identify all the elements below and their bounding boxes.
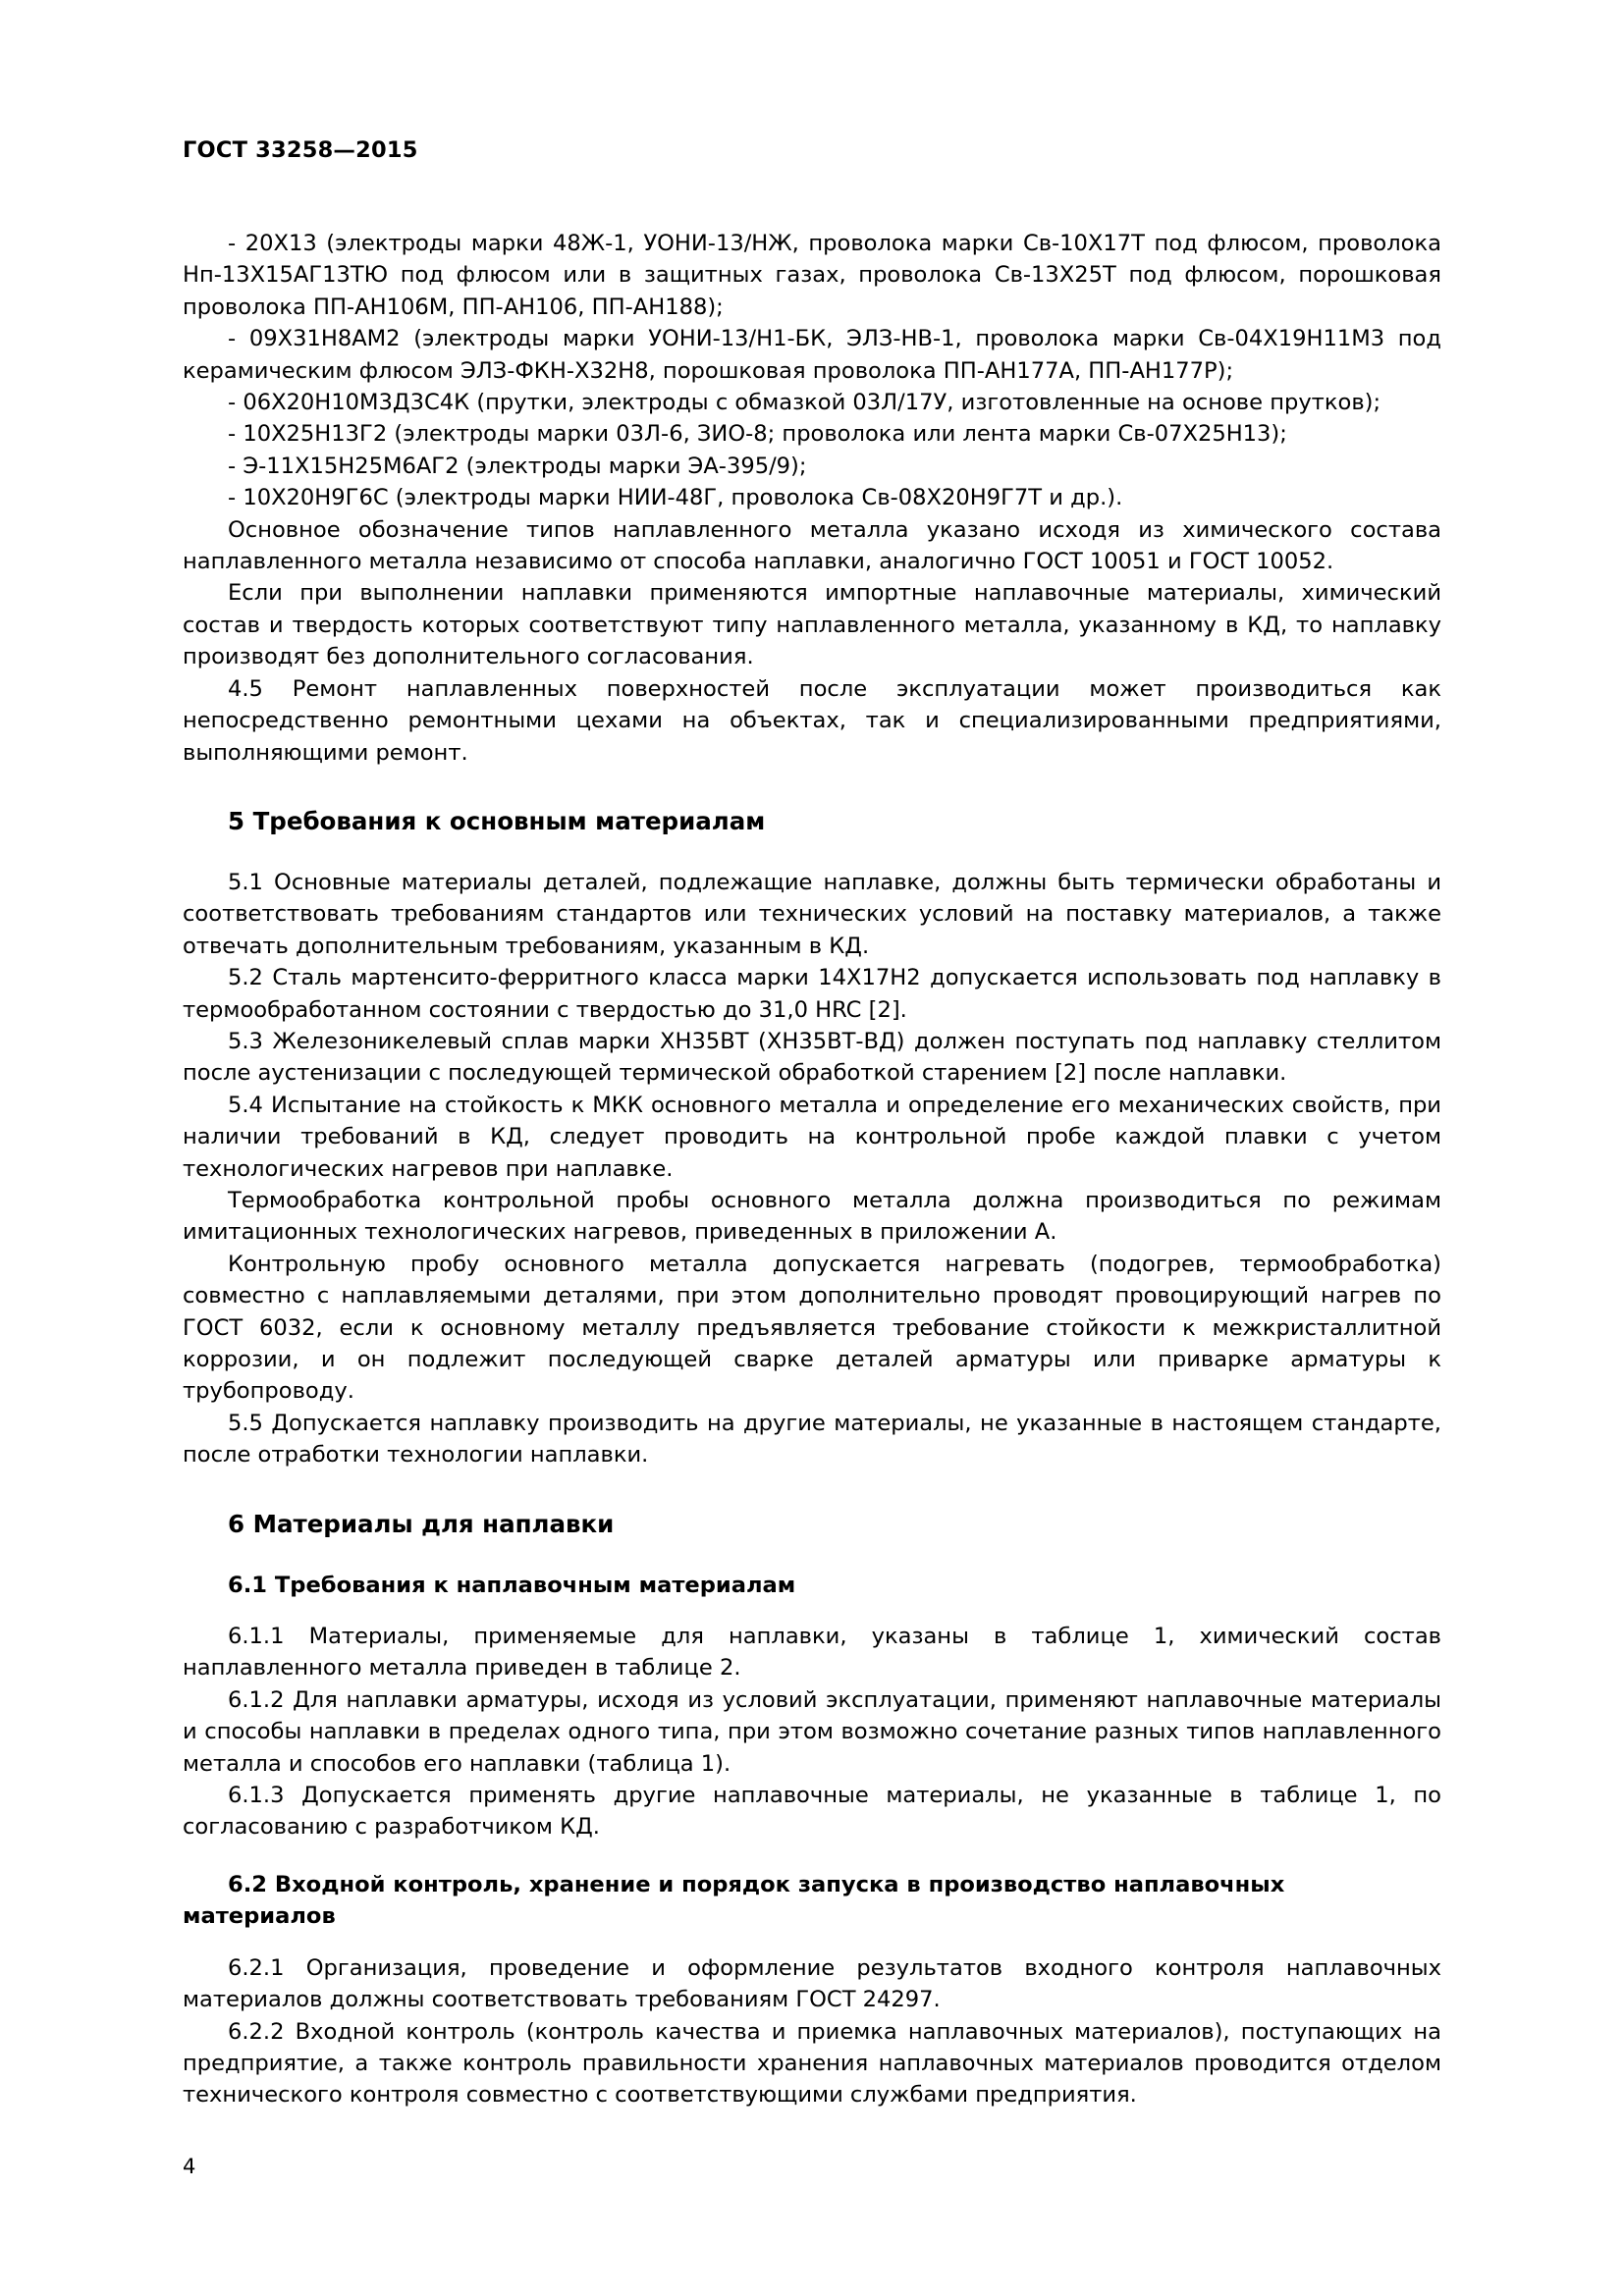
paragraph-5-4: 5.4 Испытание на стойкость к МКК основного металла и определение его механических свойств, при наличии требований в КД, следует проводить на контрольной пробе каждой плавки с учетом технологических нагревов при наплавке. [183, 1092, 1441, 1182]
spacer [183, 1601, 1441, 1621]
spacer [183, 1471, 1441, 1509]
page-header: ГОСТ 33258—2015 [183, 137, 418, 163]
paragraph-4-5: 4.5 Ремонт наплавленных поверхностей после эксплуатации может производиться как непосредственно ремонтными цехами на объектах, так и специализированными предприятиями, выполняющими ремонт. [183, 675, 1441, 766]
paragraph-6-1-3: 6.1.3 Допускается применять другие наплавочные материалы, не указанные в таблице 1, по согласованию с разработчиком КД. [183, 1783, 1441, 1841]
list-item: - 06Х20Н10М3Д3С4К (прутки, электроды с обмазкой 03Л/17У, изготовленные на основе прутков); [228, 390, 1381, 416]
paragraph-6-1-1: 6.1.1 Материалы, применяемые для наплавки, указаны в таблице 1, химический состав наплавленного металла приведен в таблице 2. [183, 1624, 1441, 1682]
paragraph-5-4-heat-treatment: Термообработка контрольной пробы основного металла должна производиться по режимам имитационных технологических нагревов, приведенных в приложении А. [183, 1187, 1441, 1246]
paragraph-5-1: 5.1 Основные материалы деталей, подлежащие наплавке, должны быть термически обработаны и соответствовать требованиям стандартов или технических условий на поставку материалов, а также отвечать дополнительным требованиям, указанным в КД. [183, 869, 1441, 959]
spacer [183, 1540, 1441, 1570]
spacer [183, 837, 1441, 867]
subsection-heading-6-2: 6.2 Входной контроль, хранение и порядок запуска в производство наплавочных материалов [183, 1871, 1285, 1930]
section-heading-6: 6 Материалы для наплавки [228, 1509, 615, 1538]
paragraph-6-2-1: 6.2.1 Организация, проведение и оформление результатов входного контроля наплавочных материалов должны соответствовать требованиям ГОСТ 24297. [183, 1954, 1441, 2013]
paragraph-5-4-control-sample: Контрольную пробу основного металла допускается нагревать (подогрев, термообработка) совместно с наплавляемыми деталями, при этом дополнительно проводят провоцирующий нагрев по ГОСТ 6032, если к основному металлу предъявляется требование стойкости к межкристаллитной коррозии, и он подлежит последующей сварке деталей арматуры или приварке арматуры к трубопроводу. [183, 1251, 1441, 1405]
list-item: - 10Х25Н13Г2 (электроды марки 03Л-6, ЗИО-8; проволока или лента марки Св-07Х25Н13); [228, 421, 1287, 448]
paragraph-5-5: 5.5 Допускается наплавку производить на другие материалы, не указанные в настоящем стандарте, после отработки технологии наплавки. [183, 1410, 1441, 1468]
subsection-heading-6-1: 6.1 Требования к наплавочным материалам [228, 1572, 796, 1598]
list-item: - 10Х20Н9Г6С (электроды марки НИИ-48Г, проволока Св-08Х20Н9Г7Т и др.). [228, 485, 1123, 511]
paragraph-import-materials: Если при выполнении наплавки применяются импортные наплавочные материалы, химический состав и твердость которых соответствуют типу наплавленного металла, указанному в КД, то наплавку производят без дополнительного согласования. [183, 580, 1441, 670]
list-item: - 20Х13 (электроды марки 48Ж-1, УОНИ-13/НЖ, проволока марки Св-10Х17Т под флюсом, проволока Нп-13Х15АГ13ТЮ под флюсом или в защитных газах, проволока Св-13Х25Т под флюсом, порошковая проволока ПП-АН106М, ПП-АН106, ПП-АН188); [183, 231, 1441, 320]
spacer [183, 769, 1441, 806]
paragraph-base-designation: Основное обозначение типов наплавленного металла указано исходя из химического состава наплавленного металла независимо от способа наплавки, аналогично ГОСТ 10051 и ГОСТ 10052. [183, 516, 1441, 575]
document-body [183, 228, 1441, 2111]
page-number: 4 [183, 2155, 196, 2178]
list-item: - 09Х31Н8АМ2 (электроды марки УОНИ-13/Н1-БК, ЭЛЗ-НВ-1, проволока марки Св-04Х19Н11М3 под керамическим флюсом ЭЛЗ-ФКН-Х32Н8, порошковая проволока ПП-АН177А, ПП-АН177Р); [183, 326, 1441, 384]
paragraph-6-1-2: 6.1.2 Для наплавки арматуры, исходя из условий эксплуатации, применяют наплавочные материалы и способы наплавки в пределах одного типа, при этом возможно сочетание разных типов наплавленного металла и способов его наплавки (таблица 1). [183, 1686, 1441, 1777]
spacer [183, 1843, 1441, 1869]
section-heading-5: 5 Требования к основным материалам [228, 806, 766, 835]
list-item: - Э-11Х15Н25М6АГ2 (электроды марки ЭА-395/9); [228, 453, 807, 479]
paragraph-5-2: 5.2 Сталь мартенсито-ферритного класса марки 14Х17Н2 допускается использовать под наплавку в термообработанном состоянии с твердостью до 31,0 HRC [2]. [183, 965, 1441, 1023]
paragraph-5-3: 5.3 Железоникелевый сплав марки ХН35ВТ (ХН35ВТ-ВД) должен поступать под наплавку стеллитом после аустенизации с последующей термической обработкой старением [2] после наплавки. [183, 1028, 1441, 1087]
paragraph-6-2-2: 6.2.2 Входной контроль (контроль качества и приемка наплавочных материалов), поступающих на предприятие, а также контроль правильности хранения наплавочных материалов проводится отделом технического контроля совместно с соответствующими службами предприятия. [183, 2018, 1441, 2109]
spacer [183, 1933, 1441, 1952]
